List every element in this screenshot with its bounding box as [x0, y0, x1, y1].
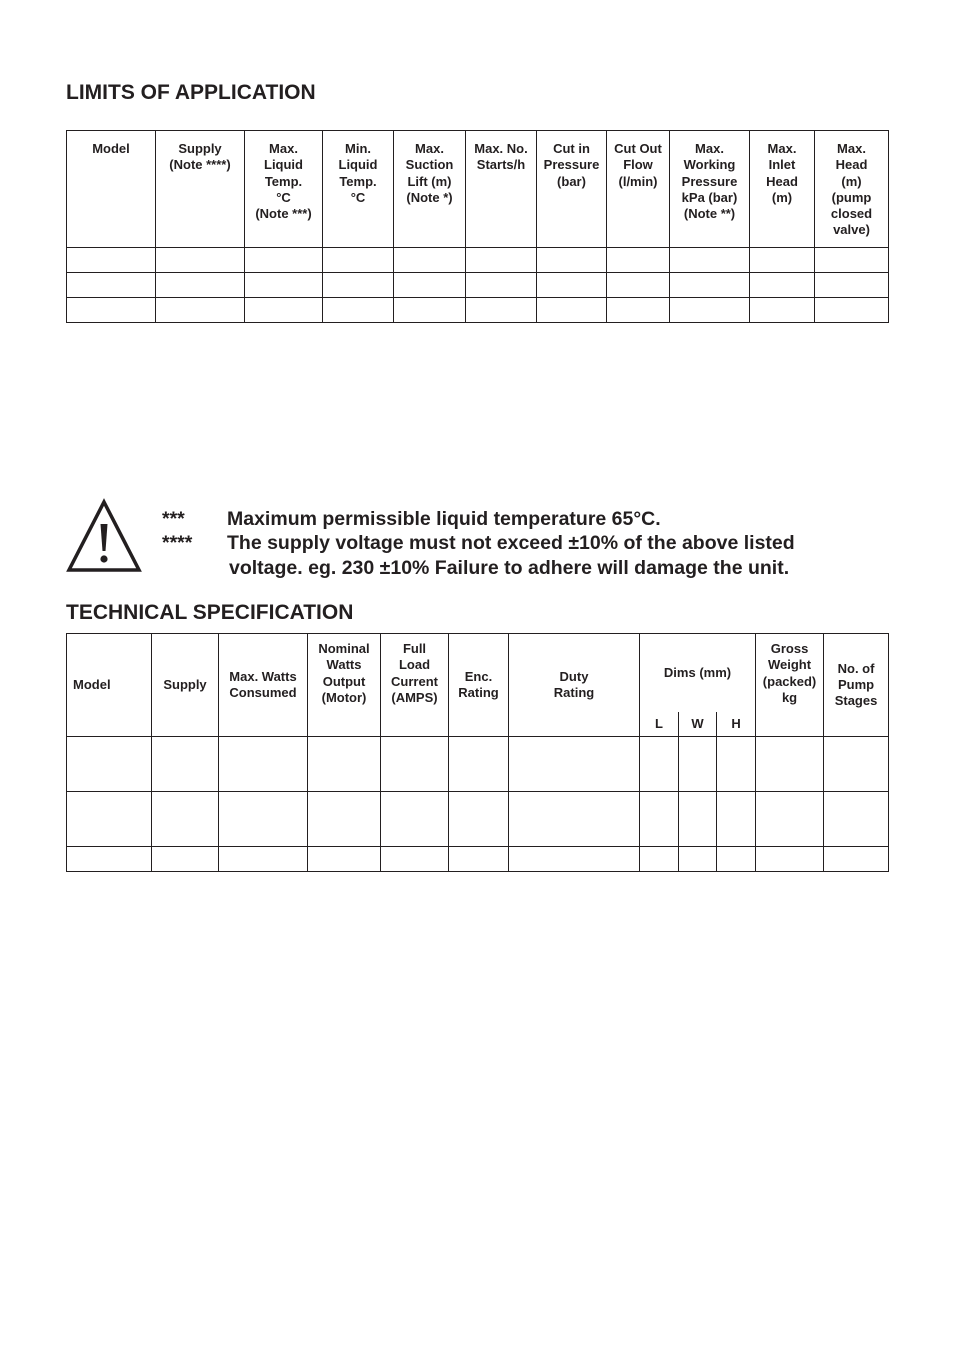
table-row	[67, 298, 889, 323]
input-cell[interactable]	[466, 248, 537, 273]
tech-header-weight: Gross Weight (packed) kg	[756, 634, 824, 737]
input-cell[interactable]	[607, 273, 670, 298]
technical-title: TECHNICAL SPECIFICATION	[66, 601, 354, 624]
input-cell[interactable]	[156, 298, 245, 323]
limits-header: Max. No. Starts/h	[466, 131, 537, 248]
input-cell[interactable]	[156, 273, 245, 298]
input-cell[interactable]	[152, 737, 219, 792]
input-cell[interactable]	[466, 273, 537, 298]
input-cell[interactable]	[219, 792, 308, 847]
tech-header-watts-output: Nominal Watts Output (Motor)	[308, 634, 381, 737]
input-cell[interactable]	[670, 298, 750, 323]
input-cell[interactable]	[308, 737, 381, 792]
note-text: voltage. eg. 230 ±10% Failure to adhere will damage the unit.	[229, 557, 790, 579]
note-voltage-cont	[162, 557, 789, 580]
input-cell[interactable]	[717, 792, 756, 847]
input-cell[interactable]	[323, 298, 394, 323]
table-row	[67, 847, 889, 872]
input-cell[interactable]	[679, 737, 717, 792]
input-cell[interactable]	[245, 273, 323, 298]
input-cell[interactable]	[67, 737, 152, 792]
input-cell[interactable]	[449, 737, 509, 792]
input-cell[interactable]	[323, 248, 394, 273]
tech-header-dims-w: W	[679, 712, 717, 737]
input-cell[interactable]	[67, 248, 156, 273]
input-cell[interactable]	[67, 273, 156, 298]
technical-table	[66, 633, 889, 872]
input-cell[interactable]	[537, 298, 607, 323]
tech-header-enclosure: Enc. Rating	[449, 634, 509, 737]
limits-header: Max. Working Pressure kPa (bar) (Note **)	[670, 131, 750, 248]
input-cell[interactable]	[750, 298, 815, 323]
limits-header: Max. Inlet Head (m)	[750, 131, 815, 248]
input-cell[interactable]	[394, 298, 466, 323]
note-marker: ****	[162, 532, 193, 554]
tech-header-watts-consumed: Max. Watts Consumed	[219, 634, 308, 737]
input-cell[interactable]	[670, 248, 750, 273]
input-cell[interactable]	[67, 847, 152, 872]
input-cell[interactable]	[679, 847, 717, 872]
input-cell[interactable]	[815, 248, 889, 273]
input-cell[interactable]	[679, 792, 717, 847]
input-cell[interactable]	[670, 273, 750, 298]
input-cell[interactable]	[67, 792, 152, 847]
tech-header-stages: No. of Pump Stages	[824, 634, 889, 737]
input-cell[interactable]	[394, 273, 466, 298]
tech-header-duty: Duty Rating	[509, 634, 640, 737]
limits-header: Supply (Note ****)	[156, 131, 245, 248]
input-cell[interactable]	[756, 792, 824, 847]
input-cell[interactable]	[640, 737, 679, 792]
input-cell[interactable]	[756, 847, 824, 872]
limits-table	[66, 130, 889, 323]
input-cell[interactable]	[509, 792, 640, 847]
limits-title: LIMITS OF APPLICATION	[66, 81, 316, 104]
input-cell[interactable]	[824, 847, 889, 872]
input-cell[interactable]	[245, 298, 323, 323]
input-cell[interactable]	[824, 737, 889, 792]
input-cell[interactable]	[717, 737, 756, 792]
input-cell[interactable]	[537, 248, 607, 273]
input-cell[interactable]	[152, 847, 219, 872]
input-cell[interactable]	[381, 792, 449, 847]
table-row	[67, 273, 889, 298]
note-text: Maximum permissible liquid temperature 65°C.	[227, 508, 661, 530]
input-cell[interactable]	[537, 273, 607, 298]
input-cell[interactable]	[152, 792, 219, 847]
limits-header: Cut in Pressure (bar)	[537, 131, 607, 248]
input-cell[interactable]	[750, 248, 815, 273]
note-temperature	[162, 508, 661, 531]
input-cell[interactable]	[323, 273, 394, 298]
tech-header-current: Full Load Current (AMPS)	[381, 634, 449, 737]
input-cell[interactable]	[67, 298, 156, 323]
input-cell[interactable]	[394, 248, 466, 273]
table-row	[67, 737, 889, 792]
tech-header-dims-h: H	[717, 712, 756, 737]
input-cell[interactable]	[156, 248, 245, 273]
input-cell[interactable]	[640, 847, 679, 872]
input-cell[interactable]	[756, 737, 824, 792]
limits-header: Max. Suction Lift (m) (Note *)	[394, 131, 466, 248]
note-voltage	[162, 532, 795, 555]
limits-header: Cut Out Flow (l/min)	[607, 131, 670, 248]
limits-header: Model	[67, 131, 156, 248]
tech-header-dims-l: L	[640, 712, 679, 737]
input-cell[interactable]	[466, 298, 537, 323]
input-cell[interactable]	[717, 847, 756, 872]
input-cell[interactable]	[219, 847, 308, 872]
tech-header-supply: Supply	[152, 634, 219, 737]
input-cell[interactable]	[815, 273, 889, 298]
input-cell[interactable]	[381, 737, 449, 792]
table-row	[67, 248, 889, 273]
input-cell[interactable]	[219, 737, 308, 792]
input-cell[interactable]	[449, 792, 509, 847]
input-cell[interactable]	[607, 298, 670, 323]
limits-header: Min. Liquid Temp. °C	[323, 131, 394, 248]
input-cell[interactable]	[640, 792, 679, 847]
note-marker: ***	[162, 508, 185, 530]
input-cell[interactable]	[824, 792, 889, 847]
input-cell[interactable]	[308, 847, 381, 872]
input-cell[interactable]	[381, 847, 449, 872]
input-cell[interactable]	[815, 298, 889, 323]
input-cell[interactable]	[245, 248, 323, 273]
tech-header-model: Model	[67, 634, 152, 737]
input-cell[interactable]	[750, 273, 815, 298]
limits-header: Max. Liquid Temp. °C (Note ***)	[245, 131, 323, 248]
limits-header: Max. Head (m) (pump closed valve)	[815, 131, 889, 248]
table-row	[67, 792, 889, 847]
tech-header-dims: Dims (mm)	[640, 634, 756, 712]
input-cell[interactable]	[607, 248, 670, 273]
input-cell[interactable]	[509, 737, 640, 792]
input-cell[interactable]	[308, 792, 381, 847]
warning-triangle-icon	[66, 498, 142, 574]
input-cell[interactable]	[449, 847, 509, 872]
input-cell[interactable]	[509, 847, 640, 872]
note-text: The supply voltage must not exceed ±10% of the above listed	[227, 532, 795, 554]
